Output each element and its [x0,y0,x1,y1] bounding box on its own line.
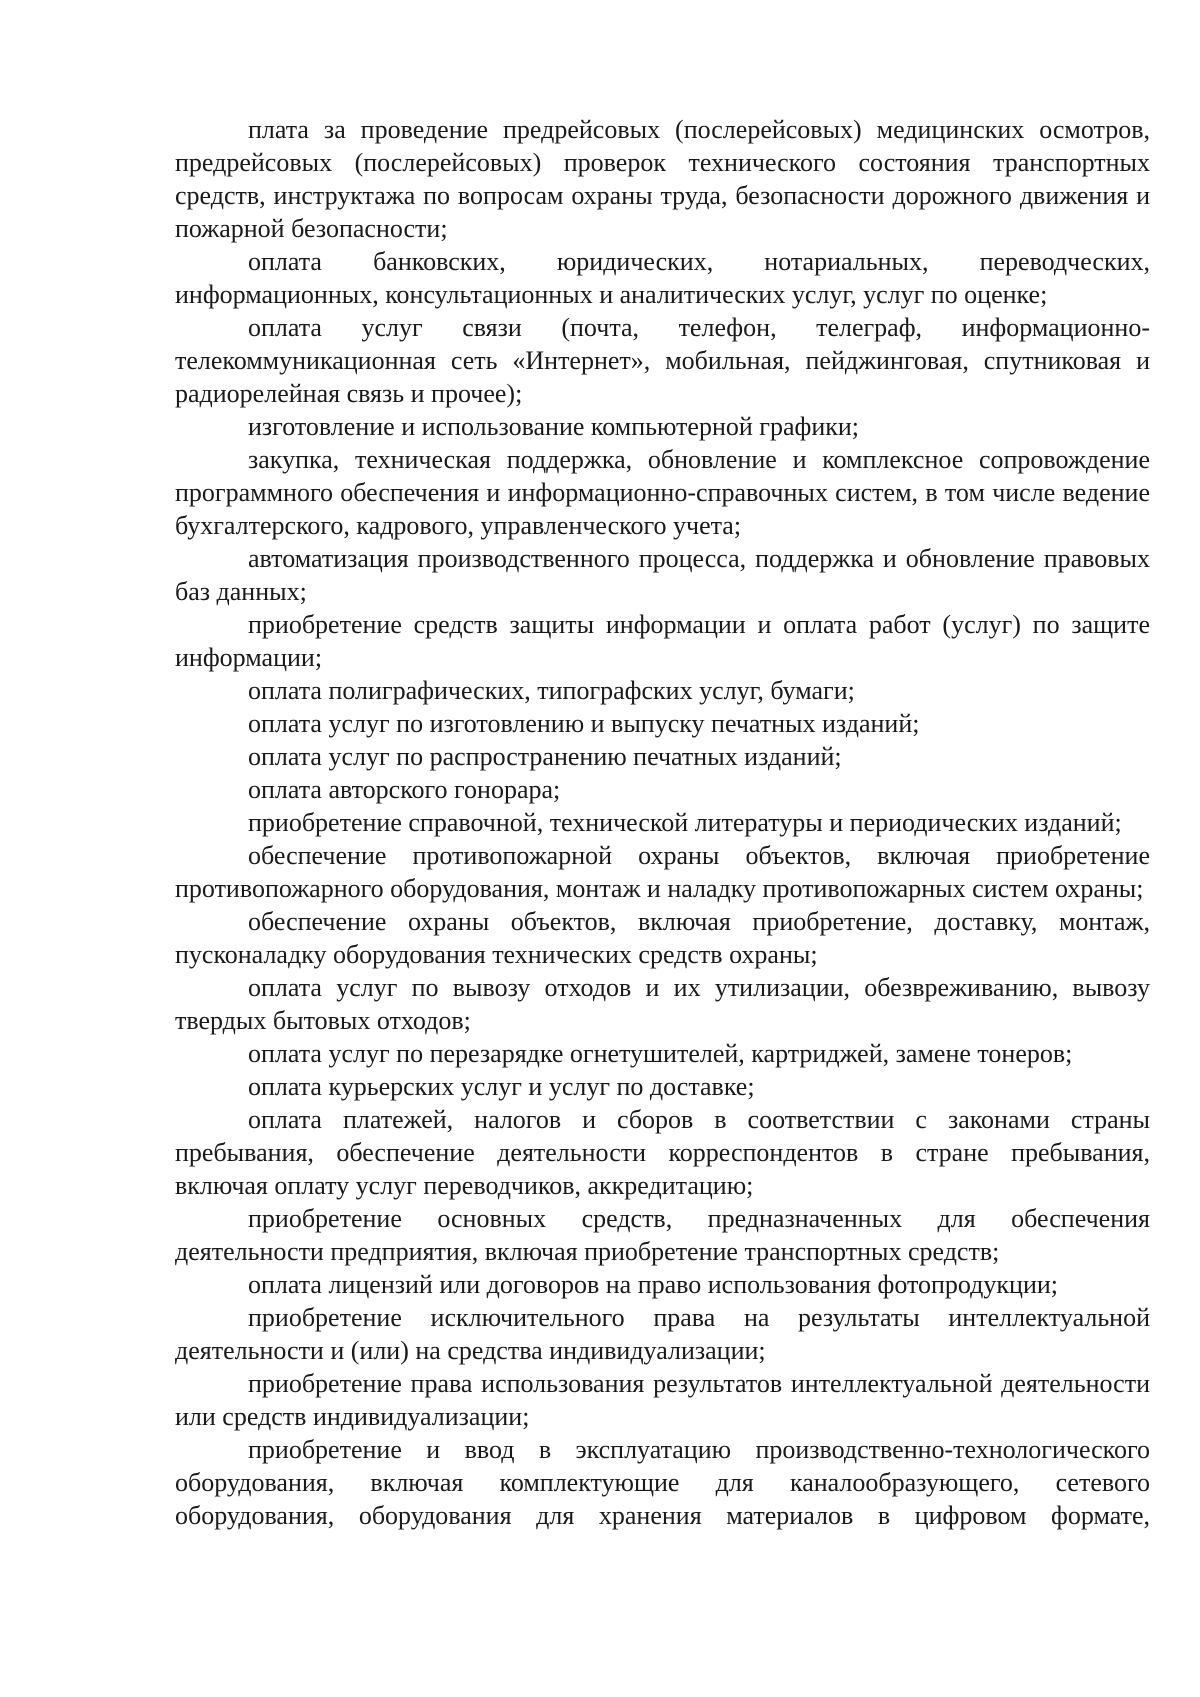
paragraph-publishing: оплата услуг по изготовлению и выпуску печатных изданий; [248,709,920,738]
paragraph-fire-protection: обеспечение противопожарной охраны объектов, включая приобретение противопожарного оборудования, монтаж и наладку противопожарных систем охраны; [175,841,1150,903]
paragraph-photo-licenses: оплата лицензий или договоров на право использования фотопродукции; [248,1270,1059,1299]
paragraph-fixed-assets: приобретение основных средств, предназначенных для обеспечения деятельности предприятия, включая приобретение транспортных средств; [175,1204,1150,1266]
paragraph-exclusive-rights: приобретение исключительного права на результаты интеллектуальной деятельности и (или) на средства индивидуализации; [175,1303,1150,1365]
paragraph-printing-services: оплата полиграфических, типографских услуг, бумаги; [248,676,855,705]
paragraph-reference-literature: приобретение справочной, технической литературы и периодических изданий; [248,808,1122,837]
paragraph-author-fees: оплата авторского гонорара; [248,775,561,804]
paragraph-security-equipment: обеспечение охраны объектов, включая приобретение, доставку, монтаж, пусконаладку оборудования технических средств охраны; [175,907,1150,969]
paragraph-taxes-correspondents: оплата платежей, налогов и сборов в соответствии с законами страны пребывания, обеспечение деятельности корреспондентов в стране пребывания, включая оплату услуг переводчиков, аккредитацию; [175,1105,1150,1200]
paragraph-medical-checks: плата за проведение предрейсовых (послерейсовых) медицинских осмотров, предрейсовых (послерейсовых) проверок технического состояния транспортных средств, инструктажа по вопросам охраны труда, безопасности дорожного движения и пожарной безопасности; [175,115,1150,243]
paragraph-equipment-commissioning: приобретение и ввод в эксплуатацию производственно-технологического оборудования, включая комплектующие для каналообразующего, сетевого оборудования, оборудования для хранения материалов в цифровом формате, [175,1435,1150,1530]
paragraph-cartridge-refill: оплата услуг по перезарядке огнетушителей, картриджей, замене тонеров; [248,1039,1073,1068]
paragraph-automation: автоматизация производственного процесса, поддержка и обновление правовых баз данных; [175,544,1150,606]
paragraph-software-support: закупка, техническая поддержка, обновление и комплексное сопровождение программного обеспечения и информационно-справочных систем, в том числе ведение бухгалтерского, кадрового, управленческого учета; [175,445,1150,540]
paragraph-communication-services: оплата услуг связи (почта, телефон, телеграф, информационно-телекоммуникационная сеть «Интернет», мобильная, пейджинговая, спутниковая и радиорелейная связь и прочее); [175,313,1150,408]
paragraph-courier-services: оплата курьерских услуг и услуг по доставке; [248,1072,755,1101]
paragraph-usage-rights: приобретение права использования результатов интеллектуальной деятельности или средств индивидуализации; [175,1369,1150,1431]
paragraph-computer-graphics: изготовление и использование компьютерной графики; [248,412,860,441]
paragraph-distribution: оплата услуг по распространению печатных изданий; [248,742,842,771]
paragraph-banking-legal-services: оплата банковских, юридических, нотариальных, переводческих, информационных, консультационных и аналитических услуг, услуг по оценке; [175,247,1150,309]
document-body [175,113,1150,1532]
paragraph-information-security: приобретение средств защиты информации и оплата работ (услуг) по защите информации; [175,610,1150,672]
paragraph-waste-removal: оплата услуг по вывозу отходов и их утилизации, обезвреживанию, вывозу твердых бытовых отходов; [175,973,1150,1035]
